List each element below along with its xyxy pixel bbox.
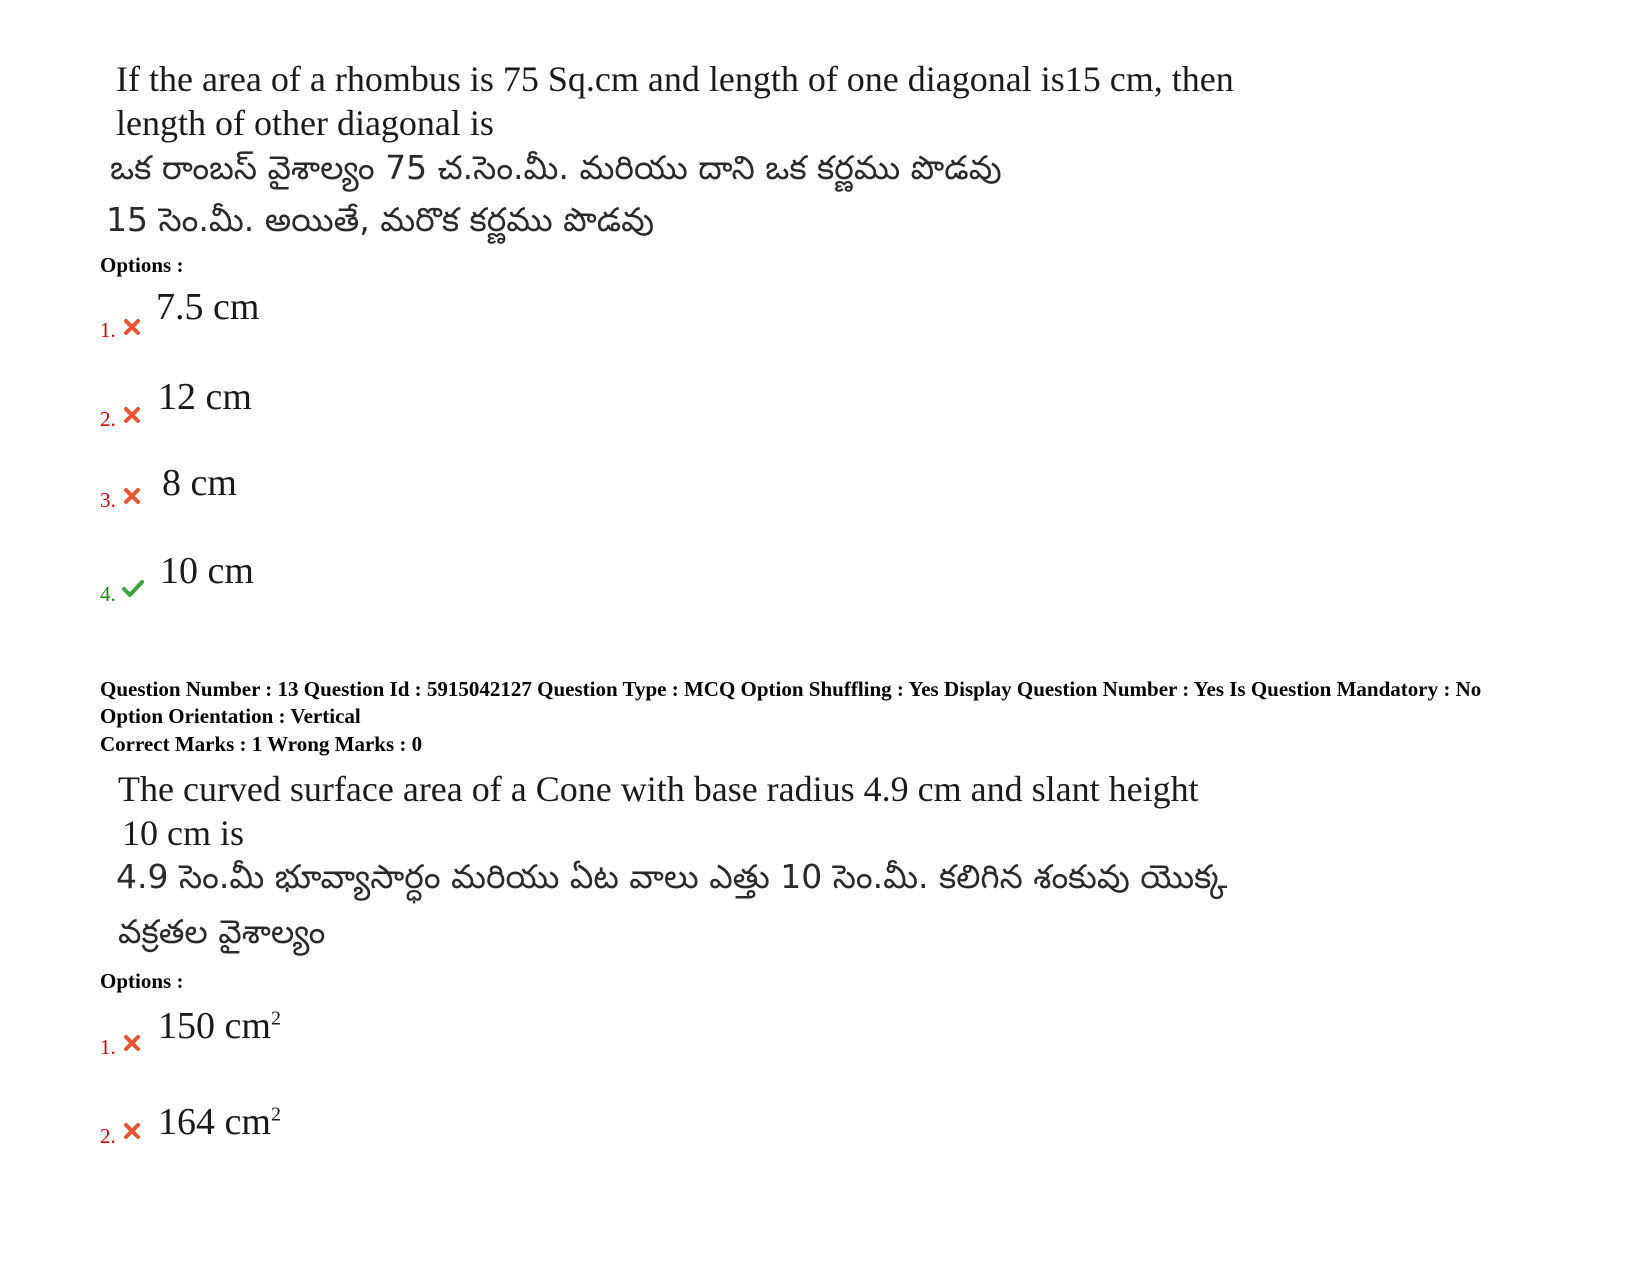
option-number: 1. bbox=[100, 1035, 116, 1059]
cross-icon bbox=[122, 1033, 142, 1053]
option-text: 7.5 cm bbox=[156, 286, 260, 328]
question-12-text-line-1: If the area of a rhombus is 75 Sq.cm and length of one diagonal is15 cm, then bbox=[116, 59, 1234, 99]
option-superscript: 2 bbox=[270, 1103, 281, 1126]
option-text: 12 cm bbox=[158, 376, 252, 418]
option-text bbox=[158, 1004, 281, 1048]
option-number: 1. bbox=[100, 318, 116, 342]
cross-icon bbox=[122, 1121, 142, 1141]
option-number: 4. bbox=[100, 582, 116, 606]
question-13-marks: Correct Marks : 1 Wrong Marks : 0 bbox=[100, 732, 423, 756]
question-13-telugu-line-2: వక్రతల వైశాల్యం bbox=[118, 912, 326, 951]
question-12-telugu-line-1: ఒక రాంబస్ వైశాల్యం 75 చ.సెం.మీ. మరియు దాని ఒక కర్ణము పొడవు bbox=[110, 148, 1002, 187]
option-value: 164 cm bbox=[158, 1101, 271, 1143]
cross-icon bbox=[122, 486, 142, 506]
question-13-text-line-2: 10 cm is bbox=[122, 813, 244, 853]
option-text: 8 cm bbox=[162, 462, 237, 504]
option-superscript: 2 bbox=[270, 1007, 281, 1030]
question-13-telugu-line-1: 4.9 సెం.మీ భూవ్యాసార్ధం మరియు ఏట వాలు ఎత్తు 10 సెం.మీ. కలిగిన శంకువు యొక్క bbox=[116, 857, 1228, 896]
question-13-meta: Question Number : 13 Question Id : 5915042127 Question Type : MCQ Option Shuffling : Yes Display Question Number : Yes Is Question Mandatory : No Option Orientation : Vertical bbox=[100, 677, 1482, 728]
question-12-telugu-line-2: 15 సెం.మీ. అయితే, మరొక కర్ణము పొడవు bbox=[106, 200, 655, 239]
option-text: 10 cm bbox=[160, 550, 254, 592]
option-text bbox=[158, 1100, 281, 1144]
option-number: 3. bbox=[100, 488, 116, 512]
options-label: Options : bbox=[100, 253, 184, 277]
cross-icon bbox=[122, 317, 142, 337]
option-number: 2. bbox=[100, 407, 116, 431]
option-value: 150 cm bbox=[158, 1005, 271, 1047]
check-icon bbox=[121, 578, 145, 600]
options-label: Options : bbox=[100, 969, 184, 993]
question-13-text-line-1: The curved surface area of a Cone with base radius 4.9 cm and slant height bbox=[118, 769, 1199, 809]
option-number: 2. bbox=[100, 1124, 116, 1148]
question-12-text-line-2: length of other diagonal is bbox=[116, 103, 494, 143]
cross-icon bbox=[122, 405, 142, 425]
